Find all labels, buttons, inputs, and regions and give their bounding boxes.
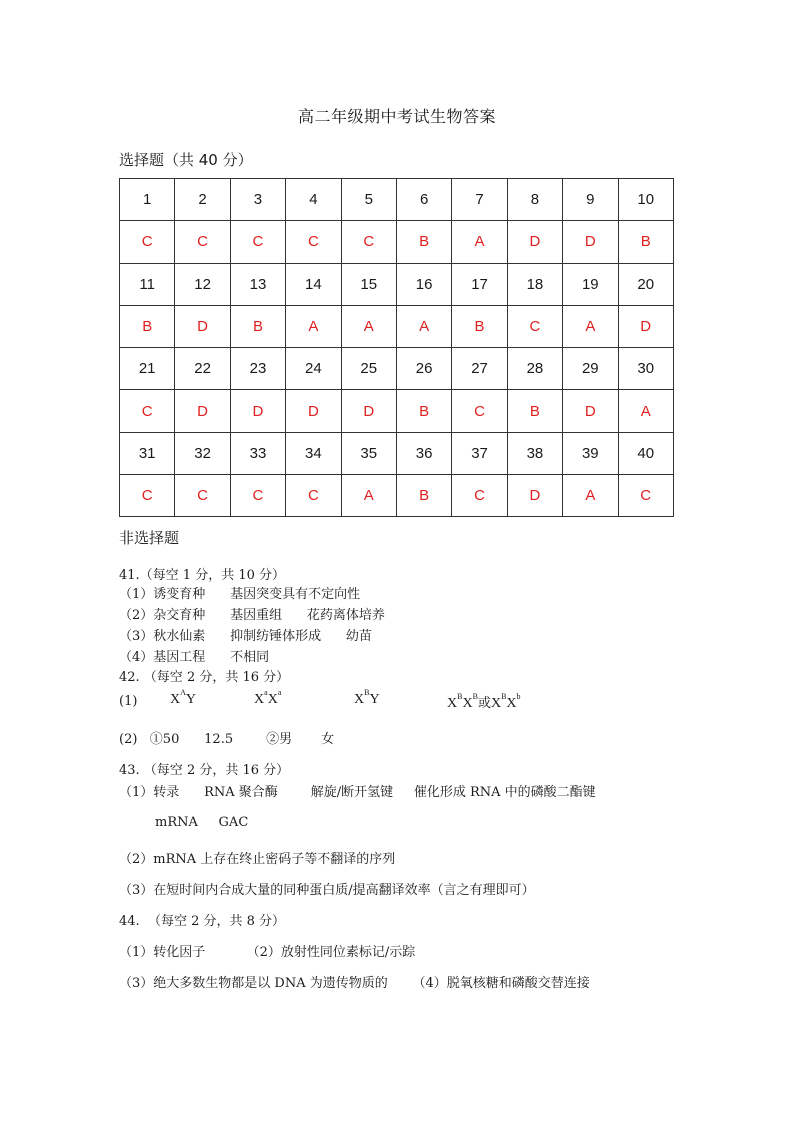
genotype-4: $X^BX^B$或$X^BX^b$ bbox=[447, 692, 521, 711]
question-number-cell: 26 bbox=[396, 348, 451, 390]
answer-cell: B bbox=[618, 221, 673, 263]
answer-cell: A bbox=[396, 305, 451, 347]
question-number-cell: 23 bbox=[230, 348, 285, 390]
question-number-cell: 35 bbox=[341, 432, 396, 474]
answer-cell: D bbox=[286, 390, 341, 432]
answer-cell: D bbox=[507, 475, 562, 517]
q43-header: 43. （每空 2 分，共 16 分） bbox=[119, 763, 290, 778]
answer-cell: D bbox=[563, 221, 618, 263]
q41-line-4: （4）基因工程 不相同 bbox=[119, 650, 270, 665]
question-number-cell: 9 bbox=[563, 179, 618, 221]
answer-row bbox=[120, 305, 674, 347]
answer-cell: B bbox=[396, 475, 451, 517]
question-number-cell: 13 bbox=[230, 263, 285, 305]
answer-cell: A bbox=[563, 475, 618, 517]
q41-header: 41.（每空 1 分，共 10 分） bbox=[119, 568, 286, 583]
q43-line-3: （3）在短时间内合成大量的同种蛋白质/提高翻译效率（言之有理即可） bbox=[119, 883, 535, 898]
answer-cell: C bbox=[230, 475, 285, 517]
question-number-row bbox=[120, 263, 674, 305]
question-number-row bbox=[120, 348, 674, 390]
answer-cell: D bbox=[175, 390, 230, 432]
answer-table bbox=[119, 178, 674, 517]
question-number-cell: 25 bbox=[341, 348, 396, 390]
answer-cell: C bbox=[341, 221, 396, 263]
question-number-cell: 30 bbox=[618, 348, 673, 390]
q43-line-1: （1）转录 RNA 聚合酶 解旋/断开氢键 催化形成 RNA 中的磷酸二酯键 bbox=[119, 785, 596, 800]
question-number-cell: 4 bbox=[286, 179, 341, 221]
answer-cell: C bbox=[286, 475, 341, 517]
answer-cell: D bbox=[175, 305, 230, 347]
answer-cell: C bbox=[120, 390, 175, 432]
question-number-cell: 27 bbox=[452, 348, 507, 390]
q44-line-2: （3）绝大多数生物都是以 DNA 为遗传物质的 （4）脱氧核糖和磷酸交替连接 bbox=[119, 976, 590, 991]
question-number-cell: 33 bbox=[230, 432, 285, 474]
non-choice-section-header: 非选择题 bbox=[119, 529, 180, 547]
question-number-cell: 29 bbox=[563, 348, 618, 390]
question-number-cell: 2 bbox=[175, 179, 230, 221]
answer-cell: C bbox=[120, 221, 175, 263]
answer-cell: A bbox=[618, 390, 673, 432]
genotype-1: $X^AY$ bbox=[170, 688, 197, 707]
answer-cell: D bbox=[507, 221, 562, 263]
answer-cell: A bbox=[563, 305, 618, 347]
answer-cell: B bbox=[120, 305, 175, 347]
answer-cell: D bbox=[618, 305, 673, 347]
answer-cell: D bbox=[341, 390, 396, 432]
question-number-cell: 20 bbox=[618, 263, 673, 305]
question-number-row bbox=[120, 179, 674, 221]
question-number-cell: 32 bbox=[175, 432, 230, 474]
answer-cell: C bbox=[230, 221, 285, 263]
question-number-cell: 6 bbox=[396, 179, 451, 221]
question-number-cell: 10 bbox=[618, 179, 673, 221]
q42-part2: (2) ①50 12.5 ②男 女 bbox=[119, 732, 335, 747]
question-number-cell: 37 bbox=[452, 432, 507, 474]
question-number-cell: 36 bbox=[396, 432, 451, 474]
answer-cell: B bbox=[230, 305, 285, 347]
answer-cell: A bbox=[341, 305, 396, 347]
answer-cell: A bbox=[341, 475, 396, 517]
question-number-cell: 5 bbox=[341, 179, 396, 221]
genotype-2: $X^aX^a$ bbox=[254, 688, 282, 707]
question-number-cell: 1 bbox=[120, 179, 175, 221]
answer-cell: C bbox=[452, 475, 507, 517]
question-number-cell: 24 bbox=[286, 348, 341, 390]
question-number-cell: 22 bbox=[175, 348, 230, 390]
answer-cell: C bbox=[452, 390, 507, 432]
answer-cell: B bbox=[452, 305, 507, 347]
question-number-cell: 11 bbox=[120, 263, 175, 305]
q43-line-2: （2）mRNA 上存在终止密码子等不翻译的序列 bbox=[119, 852, 396, 867]
q41-line-3: （3）秋水仙素 抑制纺锤体形成 幼苗 bbox=[119, 629, 372, 644]
question-number-cell: 8 bbox=[507, 179, 562, 221]
page-title: 高二年级期中考试生物答案 bbox=[297, 107, 496, 126]
q44-line-1: （1）转化因子 （2）放射性同位素标记/示踪 bbox=[119, 945, 416, 960]
question-number-cell: 18 bbox=[507, 263, 562, 305]
question-number-cell: 3 bbox=[230, 179, 285, 221]
genotype-3: $X^BY$ bbox=[354, 688, 380, 707]
question-number-cell: 12 bbox=[175, 263, 230, 305]
question-number-cell: 17 bbox=[452, 263, 507, 305]
question-number-cell: 40 bbox=[618, 432, 673, 474]
answer-row bbox=[120, 221, 674, 263]
question-number-cell: 14 bbox=[286, 263, 341, 305]
question-number-cell: 31 bbox=[120, 432, 175, 474]
answer-cell: C bbox=[175, 221, 230, 263]
answer-cell: B bbox=[396, 221, 451, 263]
answer-cell: B bbox=[507, 390, 562, 432]
q42-header: 42. （每空 2 分，共 16 分） bbox=[119, 670, 290, 685]
question-number-cell: 28 bbox=[507, 348, 562, 390]
answer-cell: A bbox=[452, 221, 507, 263]
choice-section-header: 选择题（共 40 分） bbox=[119, 151, 253, 169]
question-number-cell: 39 bbox=[563, 432, 618, 474]
question-number-cell: 15 bbox=[341, 263, 396, 305]
answer-row bbox=[120, 390, 674, 432]
question-number-row bbox=[120, 432, 674, 474]
answer-cell: C bbox=[286, 221, 341, 263]
answer-cell: C bbox=[507, 305, 562, 347]
q41-line-1: （1）诱变育种 基因突变具有不定向性 bbox=[119, 587, 361, 602]
answer-cell: C bbox=[175, 475, 230, 517]
answer-cell: B bbox=[396, 390, 451, 432]
q42-part1-label: (1) bbox=[119, 694, 138, 709]
question-number-cell: 7 bbox=[452, 179, 507, 221]
answer-cell: D bbox=[230, 390, 285, 432]
q43-line-1b: mRNA GAC bbox=[155, 815, 249, 830]
answer-cell: C bbox=[618, 475, 673, 517]
question-number-cell: 38 bbox=[507, 432, 562, 474]
answer-cell: D bbox=[563, 390, 618, 432]
q41-line-2: （2）杂交育种 基因重组 花药离体培养 bbox=[119, 608, 385, 623]
q44-header: 44. （每空 2 分，共 8 分） bbox=[119, 914, 286, 929]
question-number-cell: 34 bbox=[286, 432, 341, 474]
answer-cell: C bbox=[120, 475, 175, 517]
question-number-cell: 16 bbox=[396, 263, 451, 305]
answer-cell: A bbox=[286, 305, 341, 347]
answer-row bbox=[120, 475, 674, 517]
question-number-cell: 21 bbox=[120, 348, 175, 390]
question-number-cell: 19 bbox=[563, 263, 618, 305]
